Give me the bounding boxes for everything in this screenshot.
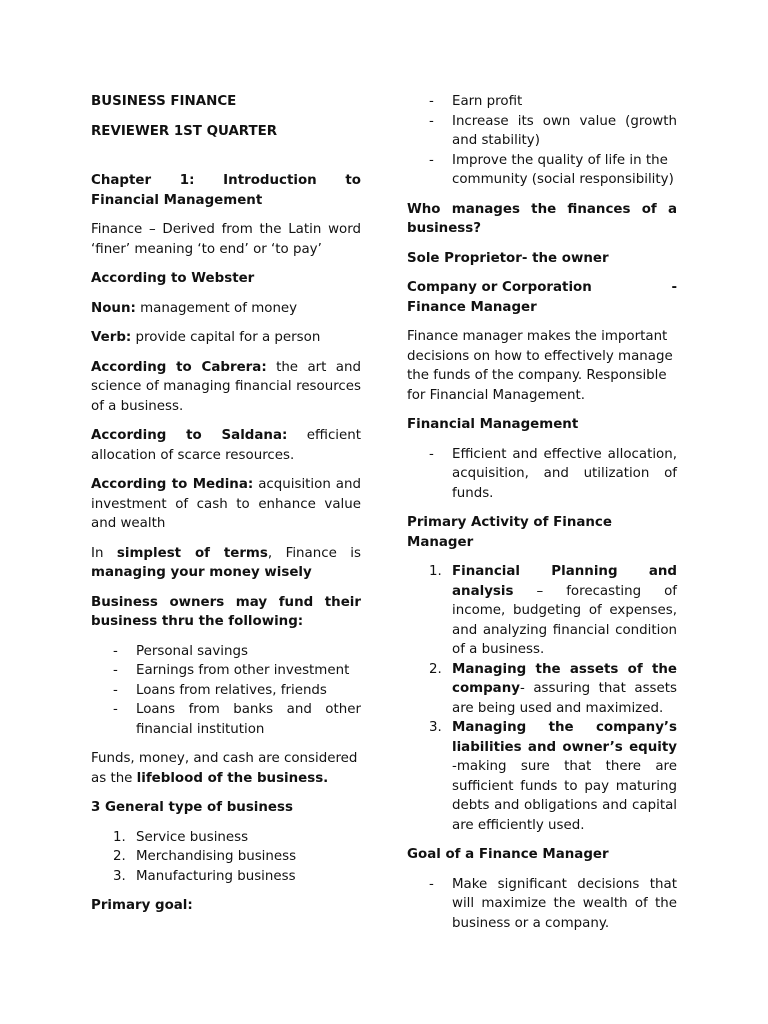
list-item: - Make significant decisions that will maximize the wealth of the business or a company. — [429, 876, 677, 931]
list-item: - Loans from banks and other financial institution — [113, 702, 361, 737]
who-manages-heading: Who manages the finances of a business? — [407, 201, 677, 236]
business-types-heading: 3 General type of business — [91, 800, 293, 815]
cabrera-definition: According to Cabrera: the art and science of managing financial resources of a business. — [91, 359, 361, 414]
financial-management-heading: Financial Management — [407, 417, 579, 432]
list-item: - Loans from relatives, friends — [113, 682, 327, 698]
list-item: - Earn profit — [429, 94, 523, 109]
list-item: 3. Manufacturing business — [113, 868, 296, 884]
primary-goal-list — [407, 92, 677, 190]
corporation-heading: Company or Corporation - Finance Manager — [407, 280, 677, 315]
list-item: 3. Managing the company’s liabilities and owner’s equity -making sure that there are sufficient funds to pay maturing debts and obligations and capital are efficiently used. — [429, 720, 677, 833]
right-column — [407, 92, 677, 943]
finance-definition: Finance – Derived from the Latin word ‘finer’ meaning ‘to end’ or ‘to pay’ — [91, 222, 361, 257]
left-column — [91, 92, 361, 926]
noun-definition: Noun: management of money — [91, 300, 298, 316]
doc-subtitle: REVIEWER 1ST QUARTER — [91, 123, 278, 139]
list-item: 1. Financial Planning and analysis – forecasting of income, budgeting of expenses, and analyzing financial condition of a business. — [429, 564, 677, 657]
list-item: 1. Service business — [113, 829, 249, 845]
activities-list — [407, 562, 677, 835]
medina-definition: According to Medina: acquisition and investment of cash to enhance value and wealth — [91, 477, 361, 531]
primary-goal-heading: Primary goal: — [91, 898, 193, 913]
owners-fund-heading: Business owners may fund their business thru the following: — [91, 594, 361, 629]
webster-heading: According to Webster — [91, 271, 255, 286]
fund-sources-list — [91, 642, 361, 740]
list-item: - Earnings from other investment — [113, 663, 350, 678]
list-item: - Personal savings — [113, 643, 248, 659]
list-item: - Efficient and effective allocation, acquisition, and utilization of funds. — [429, 446, 677, 501]
verb-definition: Verb: provide capital for a person — [91, 330, 321, 345]
list-item: 2. Managing the assets of the company- assuring that assets are being used and maximized. — [429, 661, 677, 716]
lifeblood-text: Funds, money, and cash are considered as the lifeblood of the business. — [91, 751, 358, 786]
list-item: - Increase its own value (growth and stability) — [429, 113, 677, 148]
finance-manager-text: Finance manager makes the important decisions on how to effectively manage the funds of the company. Responsible for Financial Management. — [407, 329, 673, 403]
doc-title: BUSINESS FINANCE — [91, 94, 237, 109]
chapter-heading: Chapter 1: Introduction to Financial Management — [91, 173, 361, 208]
simplest-terms: In simplest of terms, Finance is managing your money wisely — [91, 545, 361, 580]
saldana-definition: According to Saldana: efficient allocation of scarce resources. — [91, 428, 361, 463]
list-item: - Improve the quality of life in the community (social responsibility) — [429, 152, 674, 187]
list-item: 2. Merchandising business — [113, 849, 297, 864]
sole-proprietor: Sole Proprietor- the owner — [407, 250, 609, 266]
financial-management-list — [407, 445, 677, 504]
goal-finance-manager-list — [407, 875, 677, 934]
primary-activity-heading: Primary Activity of Finance Manager — [407, 515, 612, 550]
business-types-list — [91, 828, 361, 887]
goal-finance-manager-heading: Goal of a Finance Manager — [407, 847, 609, 862]
